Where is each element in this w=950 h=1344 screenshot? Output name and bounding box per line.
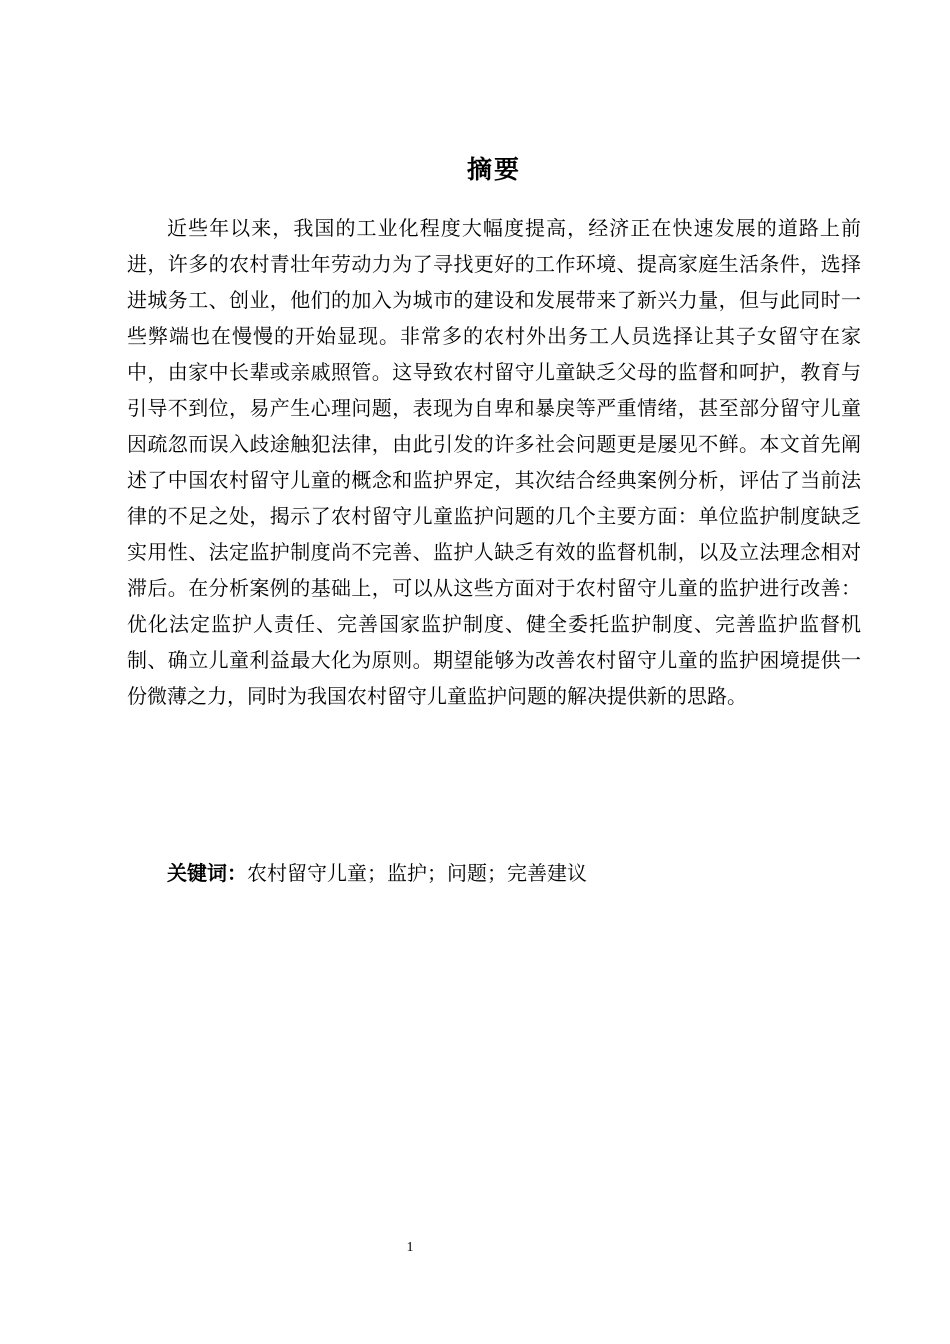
abstract-title: 摘要	[466, 155, 521, 184]
page-number: 1	[406, 1240, 414, 1255]
keywords-text: 农村留守儿童；监护；问题；完善建议	[247, 861, 587, 885]
keywords-line	[167, 855, 867, 891]
keywords-label: 关键词：	[167, 861, 247, 885]
abstract-body: 近些年以来，我国的工业化程度大幅度提高，经济正在快速发展的道路上前进，许多的农村青壮年劳动力为了寻找更好的工作环境、提高家庭生活条件，选择进城务工、创业，他们的加入为城市的建设和发展带来了新兴力量，但与此同时一些弊端也在慢慢的开始显现。非常多的农村外出务工人员选择让其子女留守在家中，由家中长辈或亲戚照管。这导致农村留守儿童缺乏父母的监督和呵护，教育与引导不到位，易产生心理问题，表现为自卑和暴戾等严重情绪，甚至部分留守儿童因疏忽而误入歧途触犯法律，由此引发的许多社会问题更是屡见不鲜。本文首先阐述了中国农村留守儿童的概念和监护界定，其次结合经典案例分析，评估了当前法律的不足之处，揭示了农村留守儿童监护问题的几个主要方面：单位监护制度缺乏实用性、法定监护制度尚不完善、监护人缺乏有效的监督机制，以及立法理念相对滞后。在分析案例的基础上，可以从这些方面对于农村留守儿童的监护进行改善：优化法定监护人责任、完善国家监护制度、健全委托监护制度、完善监护监督机制、确立儿童利益最大化为原则。期望能够为改善农村留守儿童的监护困境提供一份微薄之力，同时为我国农村留守儿童监护问题的解决提供新的思路。	[127, 216, 861, 708]
